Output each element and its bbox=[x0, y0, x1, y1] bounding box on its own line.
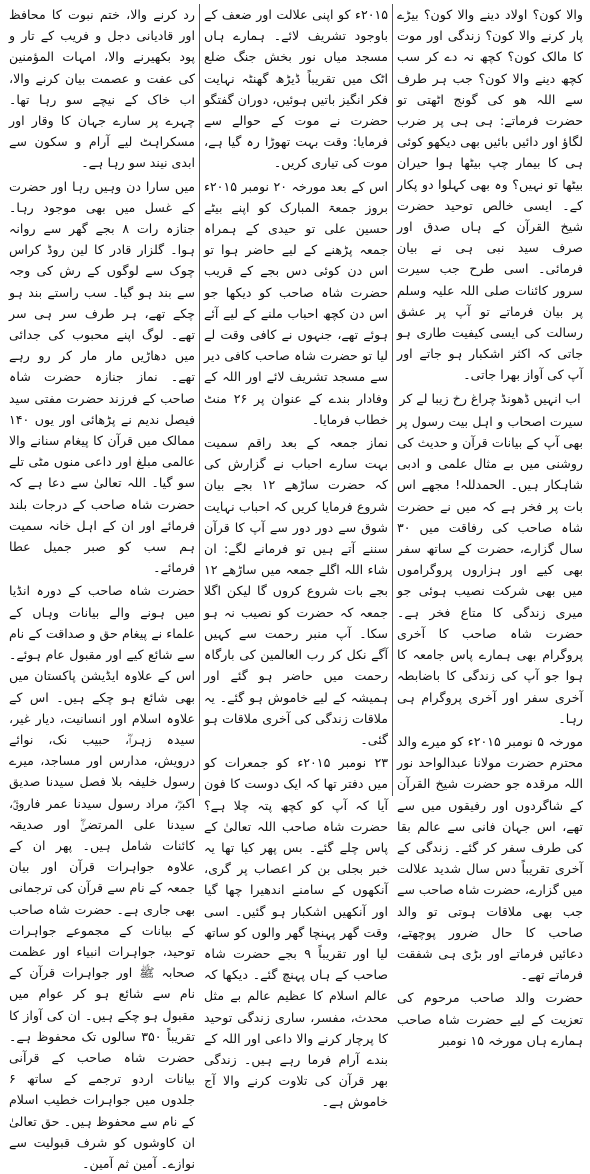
paragraph: نماز جمعہ کے بعد راقم سمیت بہت سارے احباب نے گزارش کی کہ حضرت ساڑھے ۱۲ بجے بیان شروع فرمایا کریں کہ احباب نہایت شوق سے دور دور سے آپ کا قرآن سننے آتے ہیں تو فرمانے لگے: ان شاء اللہ اگلے جمعہ میں ساڑھے ۱۲ بجے بات شروع کروں گا لیکن اگلا جمعہ کہ حضرت کو نصیب نہ ہو سکا۔ آپ منبر رحمت سے کہیں آگے نکل کر رب العالمین کی بارگاہ رحمت میں حاضر ہو گئے اور ہمیشہ کے لیے خاموش ہو گئے۔ یہ ملاقات زندگی کی آخری ملاقات ہو گئی۔ bbox=[204, 435, 388, 747]
paragraph: ۲۳ نومبر ۲۰۱۵ء کو جمعرات کو میں دفتر تھا کہ ایک دوست کا فون آیا کہ آپ کو کچھ پتہ چلا ہے؟ حضرت شاہ صاحب اللہ تعالیٰ کے پاس چلے گئے۔ بس پھر کیا تھا یہ خبر بجلی بن کر اعصاب پر گری، آنکھوں کے سامنے اندھیرا چھا گیا اور آنکھیں اشکبار ہو گئیں۔ اسی وقت گھر پہنچا گھر والوں کو ساتھ لیا اور تقریباً ۹ بجے حضرت شاہ صاحب کے ہاں پہنچ گئے۔ دیکھا کہ عالم اسلام کا عظیم عالم بے مثل محدث، مفسر، ساری زندگی توحید کا پرچار کرنے والا داعی اور اللہ کے بندے آرام فرما رہے ہیں۔ زندگی بھر قرآن کی تلاوت کرنے والا آج خاموش ہے۔ bbox=[204, 755, 388, 1110]
column-left bbox=[5, 4, 199, 1171]
paragraph: ۲۰۱۵ء کو اپنی علالت اور ضعف کے باوجود تشریف لائے۔ ہمارے ہاں مسجد میاں نور بخش جنگ ضلع اٹک میں تقریباً ڈیڑھ گھنٹہ نہایت فکر انگیز باتیں ہوئیں، دوران گفتگو حضرت نے موت کے حوالے سے فرمایا: وقت بہت تھوڑا رہ گیا ہے، موت کی تیاری کریں۔ bbox=[204, 7, 388, 171]
paragraph: میں سارا دن وہیں رہا اور حضرت کے غسل میں بھی موجود رہا۔ جنازہ رات ۸ بجے گھر سے روانہ ہوا۔ گلزار قادر کا لین روڈ کراس چوک سے لوگوں کے رش کی وجہ سے بند ہو گیا۔ سب راستے بند ہو چکے تھے، ہر طرف سر ہی سر تھے۔ لوگ اپنے محبوب کی جدائی میں دھاڑیں مار مار کر رو رہے تھے۔ نماز جنازہ حضرت شاہ صاحب کے فرزند حضرت مفتی سید فیصل ندیم نے پڑھائی اور یوں ۱۴۰ ممالک میں قرآن کا پیغام سنانے والا عالمی مبلغ اور داعی منوں مٹی تلے سو گیا۔ اللہ تعالیٰ سے دعا ہے کہ حضرت شاہ صاحب کے درجات بلند فرمائے اور ان کے اہل خانہ سمیت ہم سب کو صبر جمیل عطا فرمائے۔ bbox=[9, 178, 195, 576]
column-middle bbox=[199, 4, 393, 1110]
paragraph: رد کرنے والا، ختم نبوت کا محافظ اور قادیانی دجل و فریب کے تار و پود بکھیرنے والا، امہات المؤمنین کی عفت و عصمت بیان کرنے والا، اب خاک کے نیچے سو رہا تھا۔ چہرے پر سارے جہان کا وقار اور مسکراہٹ لیے آرام و سکون سے ابدی نیند سو رہا ہے۔ bbox=[9, 7, 195, 171]
paragraph: حضرت والد صاحب مرحوم کی تعزیت کے لیے حضرت شاہ صاحب ہمارے ہاں مورخہ ۱۵ نومبر bbox=[397, 990, 583, 1048]
column-right bbox=[393, 4, 587, 1048]
paragraph: والا کون؟ اولاد دینے والا کون؟ بیڑے پار کرنے والا کون؟ زندگی اور موت کا مالک کون؟ کچھ نہ دے کر سب کچھ دینے والا کون؟ جب ہر طرف سے اللہ ھو کی گونج اٹھتی تو حضرت فرماتے: ہی ہی پر ضرب لگاؤ اور دائیں بائیں بھی دیکھو کوئی ہی کا بیمار چپ بیٹھا ہوا حیران بیٹھا تو نہیں؟ وہ بھی کہلوا دو پکار کے۔ ایسی خالص توحید حضرت شیخ القرآن کے ہاں صدق اور صرف سید نبی ہی نے بیان فرمائی۔ اسی طرح جب سیرت سرور کائنات صلی اللہ علیہ وسلم پر بیان فرماتے تو آپ پر عشق رسالت کی ایسی کیفیت طاری ہو جاتی کہ اکثر اشکبار ہو جاتے اور آپ کی آواز بھرا جاتی۔ bbox=[397, 7, 583, 383]
verse-line: اب انہیں ڈھونڈ چراغ رخ زیبا لے کر bbox=[399, 390, 581, 406]
paragraph: سیرت اصحاب و اہل بیت رسول پر بھی آپ کے بیانات قرآن و حدیث کی روشنی میں بے مثال علمی و ادبی شاہکار ہیں۔ الحمدللہ! مجھے اس بات پر فخر ہے کہ میں نے حضرت شاہ صاحب کی رفاقت میں ۳۰ سال گزارے، حضرت کے ساتھ سفر بھی کیے اور ہزاروں پروگراموں میں بھی شرکت نصیب ہوئی جو میری زندگی کا متاع فخر ہے۔ حضرت شاہ صاحب کا آخری پروگرام بھی ہمارے پاس جامعہ کا ہوا جو آپ کی زندگی کا باضابطہ آخری سفر اور آخری پروگرام ہی رہا۔ bbox=[397, 413, 583, 726]
paragraph: مورخہ ۵ نومبر ۲۰۱۵ء کو میرے والد محترم حضرت مولانا عبدالواحد نور اللہ مرقدہ جو حضرت شیخ القرآن کے شاگردوں اور رفیقوں میں سے تھے، اس جہان فانی سے عالم بقا کی طرف سفر کر گئے۔ زندگی کے آخری تقریباً دس سال شدید علالت میں گزارے، حضرت شاہ صاحب سے جب بھی ملاقات ہوتی تو والد صاحب کا حال ضرور پوچھتے، دعائیں فرماتے اور بڑی ہی شفقت فرماتے تھے۔ bbox=[396, 733, 583, 983]
paragraph: حضرت شاہ صاحب کے دورہ انڈیا میں ہونے والے بیانات وہاں کے علماء نے پیغام حق و صداقت کے نام سے شائع کیے اور مقبول عام ہوئے۔ اس کے علاوہ ایڈیشن پاکستان میں بھی شائع ہو چکے ہیں۔ اس کے علاوہ اسلام اور انسانیت، دیار غیر، سیدہ زہراؓ، حبیب نک، نوائے درویش، مدارس اور مساجد، میرے رسول خلیفہ بلا فصل سیدنا صدیق اکبرؓ، مراد رسول سیدنا عمر فاروقؓ، سیدنا علی المرتضیٰؓ اور صدیقہ کائنات شامل ہیں۔ پھر ان کے علاوہ جواہرات قرآن اور بیان جمعہ کے نام سے قرآن کی ترجمانی بھی جاری ہے۔ حضرت شاہ صاحب کے بیانات کے مجموعے جواہرات توحید، جواہرات انبیاء اور عظمت صحابہ ﷺ اور جواہرات قرآن کے نام سے شائع ہو کر عوام میں مقبول ہو چکے ہیں۔ ان کی آواز کا تقریباً ۳۵۰ سالوں تک محفوظ ہے۔ حضرت شاہ صاحب کے قرآنی بیانات اردو ترجمے کے ساتھ ۶ جلدوں میں جواہرات خطیب اسلام کے نام سے محفوظ ہیں۔ حق تعالیٰ ان کاوشوں کو شرف قبولیت سے نوازے۔ آمین ثم آمین۔ bbox=[9, 583, 195, 1171]
paragraph: اس کے بعد مورخہ ۲۰ نومبر ۲۰۱۵ء بروز جمعۃ المبارک کو اپنے بیٹے حسین علی تو حیدی کے ہمراہ جمعہ پڑھنے کے لیے حاضر ہوا تو اس دن کوئی دس بجے کے قریب حضرت شاہ صاحب کو دیکھا جو اس دن کچھ احباب ملنے کے لیے آئے ہوئے تھے، جنہوں نے کافی وقت لے لیا تو حضرت شاہ صاحب کافی دیر سے مسجد تشریف لائے اور اللہ کے وفادار بندے کے عنوان پر ۲۶ منٹ خطاب فرمایا۔ bbox=[204, 178, 389, 427]
